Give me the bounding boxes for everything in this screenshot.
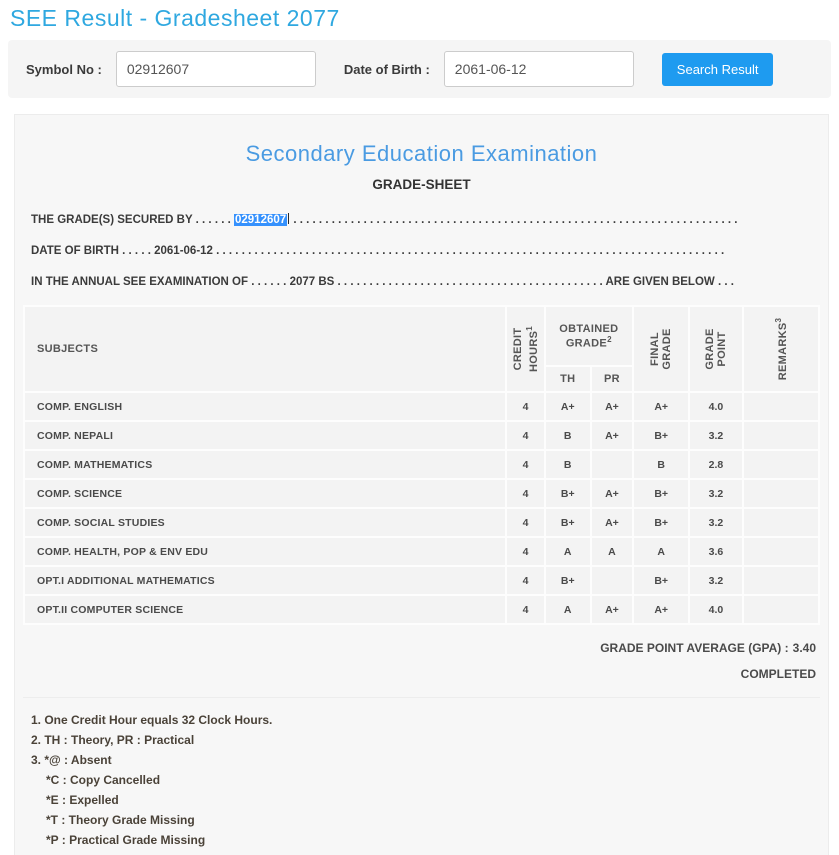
cell-remarks [743,508,819,537]
cell-credit: 4 [506,450,544,479]
cell-th: B [545,421,591,450]
header-obtained-grade: OBTAINED GRADE$^2$ [545,306,633,366]
cell-remarks [743,479,819,508]
gpa-label: GRADE POINT AVERAGE (GPA) : [600,641,789,655]
dot-leader: . . . . . . . . . . . . . . . . . . . . . . . . . . . . . . . . . . . . . . . . . . . . . . . . . . . . . . . . . . . . . . . . . . . . . . [290,214,738,226]
grades-table [23,305,820,625]
cell-final: B+ [633,479,689,508]
page-title: SEE Result - Gradesheet 2077 [10,5,340,31]
table-row [24,421,819,450]
cell-credit: 4 [506,566,544,595]
search-result-button[interactable]: Search Result [662,53,774,86]
table-row [24,537,819,566]
cell-credit: 4 [506,595,544,624]
cell-pr: A+ [591,508,633,537]
cell-final: B+ [633,566,689,595]
cell-subject: COMP. SOCIAL STUDIES [24,508,506,537]
dot-leader: . . . . . . . . . . . . . . . . . . . . . . . . . . . . . . . . . . . . . . . . . . [334,276,606,288]
note-line: *P : Practical Grade Missing [46,833,206,847]
cell-th: A [545,595,591,624]
search-form [8,40,831,98]
info-lines [31,212,828,291]
table-row [24,595,819,624]
cell-remarks [743,450,819,479]
cell-subject: COMP. SCIENCE [24,479,506,508]
cell-pr [591,566,633,595]
completion-status: COMPLETED [740,667,816,681]
cell-subject: OPT.I ADDITIONAL MATHEMATICS [24,566,506,595]
cell-gp: 4.0 [689,392,742,421]
dot-leader: . . . . . . [192,214,234,226]
cell-pr: A+ [591,392,633,421]
header-theory: TH [545,366,591,392]
cell-remarks [743,537,819,566]
cell-remarks [743,421,819,450]
cell-final: B+ [633,421,689,450]
cell-credit: 4 [506,479,544,508]
date-of-birth-label: Date of Birth : [343,61,430,77]
dob-line-value: 2061-06-12 [154,245,213,257]
secured-by-line [31,212,743,229]
cell-pr: A+ [591,479,633,508]
cell-final: A+ [633,595,689,624]
header-subjects: SUBJECTS [24,306,506,392]
cell-credit: 4 [506,508,544,537]
cell-subject: COMP. MATHEMATICS [24,450,506,479]
dot-leader: . . . . . . . . . . . . . . . . . . . . . . . . . . . . . . . . . . . . . . . . . . . . . . . . . . . . . . . . . . . . . . . . . . . . . . . . . . . . . . . . [212,245,725,257]
symbol-no-label: Symbol No : [26,61,102,77]
cell-remarks [743,595,819,624]
cell-pr: A+ [591,595,633,624]
table-row [24,566,819,595]
cell-gp: 2.8 [689,450,742,479]
header-grade-point: GRADE POINT [689,306,742,392]
note-line: *C : Copy Cancelled [46,773,161,787]
cell-gp: 4.0 [689,595,742,624]
dot-leader: . . . . . . [248,276,290,288]
cell-pr [591,450,633,479]
cell-final: B+ [633,508,689,537]
cell-th: A+ [545,392,591,421]
sheet-title: GRADE-SHEET [372,177,471,192]
exam-line-label: IN THE ANNUAL SEE EXAMINATION OF [31,276,249,288]
note-line: 1. One Credit Hour equals 32 Clock Hours. [31,713,273,727]
cell-subject: COMP. NEPALI [24,421,506,450]
cell-remarks [743,566,819,595]
date-of-birth-line [31,243,743,260]
cell-subject: OPT.II COMPUTER SCIENCE [24,595,506,624]
cell-gp: 3.2 [689,421,742,450]
cell-credit: 4 [506,392,544,421]
cell-th: B+ [545,566,591,595]
gradesheet-card [14,114,829,855]
are-given-below-text: ARE GIVEN BELOW . . . [605,276,734,288]
cell-final: A [633,537,689,566]
header-remarks: REMARKS$^3$ [743,306,819,392]
table-row [24,450,819,479]
note-line: 2. TH : Theory, PR : Practical [31,733,195,747]
header-practical: PR [591,366,633,392]
cell-subject: COMP. ENGLISH [24,392,506,421]
note-line: 3. *@ : Absent [31,753,112,767]
cell-credit: 4 [506,537,544,566]
cell-gp: 3.6 [689,537,742,566]
cell-pr: A+ [591,421,633,450]
header-final-grade: FINAL GRADE [633,306,689,392]
note-line: *T : Theory Grade Missing [46,813,195,827]
table-row [24,508,819,537]
result-summary [23,639,820,698]
dob-line-label: DATE OF BIRTH [31,245,119,257]
exam-year-value: 2077 BS [289,276,335,288]
table-row [24,392,819,421]
cell-th: B+ [545,479,591,508]
gpa-value: 3.40 [792,641,816,655]
cell-th: B [545,450,591,479]
cell-final: B [633,450,689,479]
table-row [24,479,819,508]
cell-gp: 3.2 [689,508,742,537]
cell-gp: 3.2 [689,566,742,595]
symbol-number-highlighted: 02912607 [235,214,287,226]
cell-remarks [743,392,819,421]
note-line: *E : Expelled [46,793,119,807]
cell-th: A [545,537,591,566]
subject-rows [24,392,819,624]
secured-by-label: THE GRADE(S) SECURED BY [31,214,193,226]
symbol-no-input[interactable] [116,51,316,87]
cell-pr: A [591,537,633,566]
cell-final: A+ [633,392,689,421]
cell-subject: COMP. HEALTH, POP & ENV EDU [24,537,506,566]
cell-th: B+ [545,508,591,537]
notes-list [31,710,828,850]
cell-credit: 4 [506,421,544,450]
exam-year-line [31,274,743,291]
gpa-line [23,641,816,655]
cell-gp: 3.2 [689,479,742,508]
exam-title: Secondary Education Examination [245,141,598,166]
date-of-birth-input[interactable] [444,51,634,87]
dot-leader: . . . . . [118,245,155,257]
header-credit-hours: CREDIT HOURS$^1$ [506,306,544,392]
